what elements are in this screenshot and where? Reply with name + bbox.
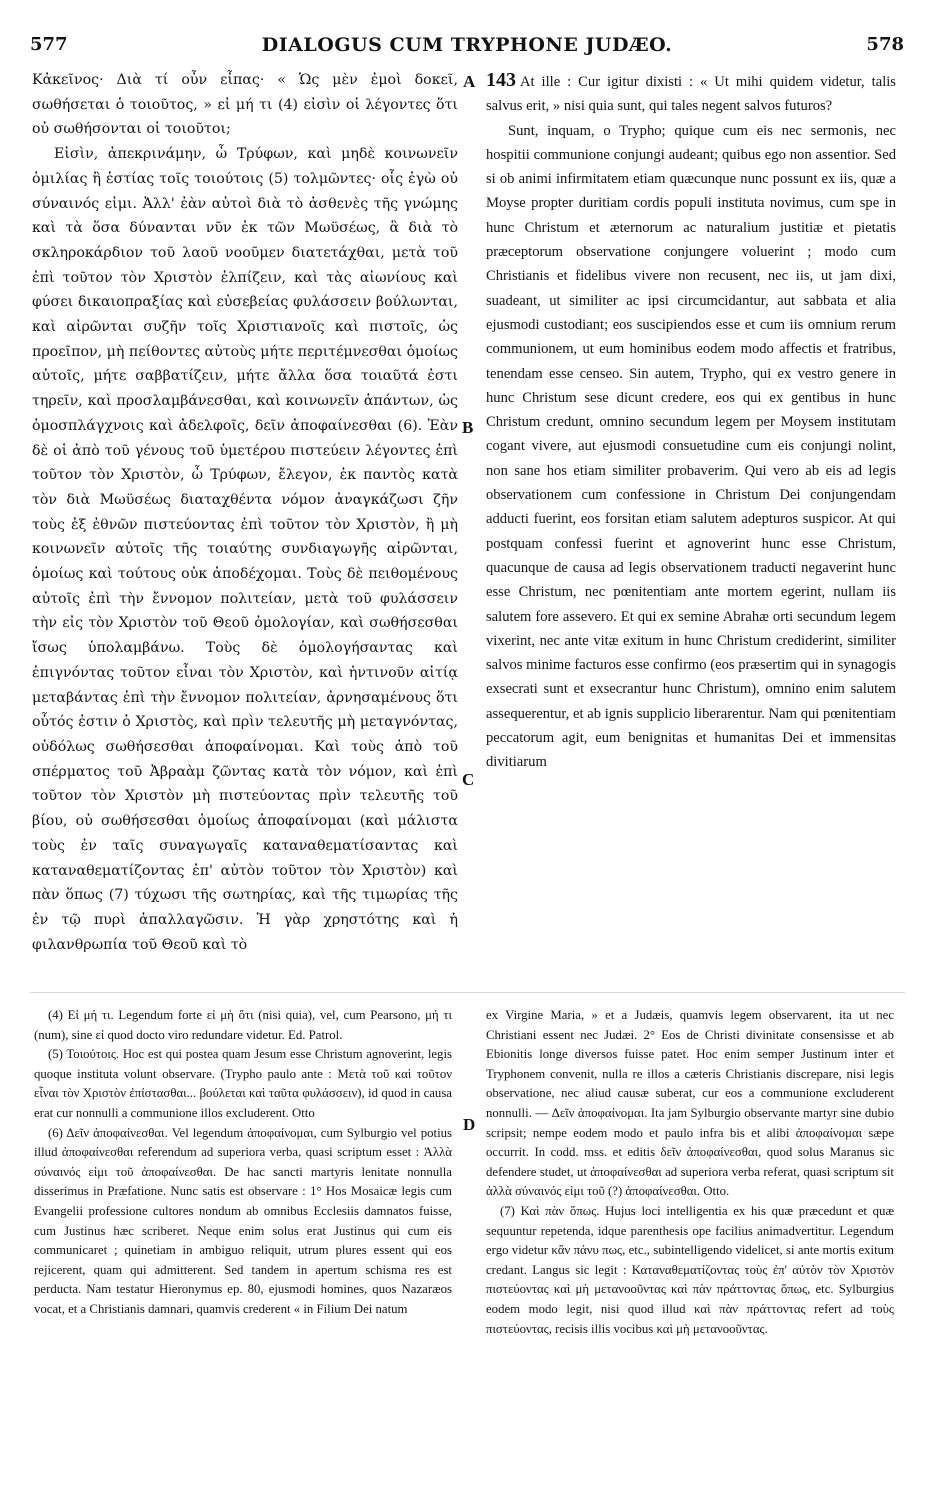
latin-column xyxy=(486,68,896,775)
footnote-6: (6) Δεῖν ἀποφαίνεσθαι. Vel legendum ἀποφαίνομαι, cum Sylburgio vel potius illud ἀποφαίνεσθαι referendum ad superiora verba, quasi scriptum esset : Ἀλλὰ σύναινός εἰμι τοῦ ἀποφαίνεσθαι. De hac sancti martyris lenitate nonnulla disserimus in Præfatione. Nunc satis est observare : 1° Hos Mosaicæ legis cum Evangelii professione cultores nondum ab omnibus Ecclesiis damnatos fuisse, cum Justinus hæc scriberet. Neque enim solus erat Justinus qui cum eis communicaret ; quinetiam in ambiguo reliquit, utrum plures essent qui eos rejicerent, quam qui admitterent. Sed tandem in apertum schisma res est perducta. Nam testatur Hieronymus ep. 80, ejusmodi homines, quos Nazaræos vocat, et a Christianis damnari, quamvis crederent « in Filium Dei natum xyxy=(34,1125,452,1316)
footnote-7: (7) Καὶ πὰν ὅπως. Hujus loci intelligentia ex his quæ præcedunt et quæ sequuntur repetenda, idque parenthesis ope facilius animadvertitur. Legendum ergo videtur κἂν πάνυ πως, etc., subintelligendo videlicet, si ante mortis exitum credant. Langus sic legit : Καταναθεματίζοντας τοὺς ἐπ' αὐτὸν τὸν Χριστὸν πιστεύοντας καὶ μὴ μετανοοῦντας καὶ πὰν πράττοντας ὅπως, etc. Sylburgius eodem modo legit, nisi quod illud καὶ πὰν πράττοντας refert ad τοὺς πιστεύοντας, recisis illis vocibus καὶ μὴ μετανοοῦντας. xyxy=(486,1203,894,1336)
footnote-4: (4) Εἰ μή τι. Legendum forte εἰ μὴ ὅτι (nisi quia), vel, cum Pearsono, μή τι (num), sine εἰ quod docto viro redundare videtur. Ed. Patrol. xyxy=(34,1008,452,1042)
margin-letter-a: A xyxy=(463,72,476,91)
running-header xyxy=(30,34,904,60)
section-number: 143 xyxy=(486,69,516,91)
greek-paragraph-2: Εἰσὶν, ἀπεκρινάμην, ὦ Τρύφων, καὶ μηδὲ κοινωνεῖν ὁμιλίας ἢ ἑστίας τοῖς τοιούτοις (5) τολμῶντες· οἷς ἐγὼ οὐ σύναινός εἰμι. Ἀλλ' ἐὰν αὐτοὶ διὰ τὸ ἀσθενὲς τῆς γνώμης καὶ τὰ ὅσα δύνανται νῦν ἐκ τῶν Μωϋσέως, ἃ διὰ τὸ σκληροκάρδιον τοῦ λαοῦ νοοῦμεν διατετάχθαι, μετὰ τοῦ ἐπὶ τοῦτον τὸν Χριστὸν ἐλπίζειν, καὶ τὰς αἰωνίους καὶ φύσει δικαιοπραξίας καὶ εὐσεβείας φυλάσσειν βούλωνται, καὶ αἱρῶνται συζῆν τοῖς Χριστιανοῖς καὶ πιστοῖς, ὡς προεῖπον, μὴ πείθοντες αὐτοὺς μήτε περιτέμνεσθαι ὁμοίως αὐτοῖς, μήτε σαββατίζειν, μήτε ἄλλα ὅσα τοιαῦτά ἐστι τηρεῖν, καὶ προσλαμβάνεσθαι, καὶ κοινωνεῖν ἁπάντων, ὡς ὁμοσπλάγχνοις καὶ ἀδελφοῖς, δεῖν ἀποφαίνεσθαι (6). Ἐὰν δὲ οἱ ἀπὸ τοῦ γένους τοῦ ὑμετέρου πιστεύειν λέγοντες ἐπὶ τοῦτον τὸν Χριστὸν, ὦ Τρύφων, ἔλεγον, ἐκ παντὸς κατὰ τὸν διὰ Μωϋσέως διαταχθέντα νόμον ἀναγκάζωσι ζῆν τοὺς ἐξ ἐθνῶν πιστεύοντας ἐπὶ τοῦτον τὸν Χριστὸν, ἢ μὴ κοινωνεῖν αὐτοῖς τῆς τοιαύτης συνδιαγωγῆς αἱρῶνται, ὁμοίως καὶ τούτους οὐκ ἀποδέχομαι. Τοὺς δὲ πειθομένους αὐτοῖς ἐπὶ τὴν ἔννομον πολιτείαν, μετὰ τοῦ φυλάσσειν τὴν εἰς τὸν Χριστὸν τοῦ Θεοῦ ὁμολογίαν, καὶ σωθήσεσθαι ἴσως ὑπολαμβάνω. Τοὺς δὲ ὁμολογήσαντας καὶ ἐπιγνόντας τοῦτον εἶναι τὸν Χριστὸν, καὶ ἡντινοῦν αἰτίᾳ μεταβάντας ἐπὶ τὴν ἔννομον πολιτείαν, ἀρνησαμένους ὅτι οὗτός ἐστιν ὁ Χριστὸς, καὶ πρὶν τελευτῆς μὴ μεταγνόντας, οὐδόλως σωθήσεσθαι ἀποφαίνομαι. Καὶ τοὺς ἀπὸ τοῦ σπέρματος τοῦ Ἀβραὰμ ζῶντας κατὰ τὸν νόμον, καὶ ἐπὶ τοῦτον τὸν Χριστὸν μὴ πιστεύοντας πρὶν τελευτῆς τοῦ βίου, οὐ σωθήσεσθαι ὁμοίως ἀποφαίνομαι (καὶ μάλιστα τοὺς ἐν ταῖς συναγωγαῖς καταναθεματίσαντας καὶ καταναθεματίζοντας ἐπ' αὐτὸν τοῦτον τὸν Χριστὸν) καὶ πὰν ὅπως (7) τύχωσι τῆς σωτηρίας, καὶ τῆς τιμωρίας τῆς ἐν τῷ πυρὶ ἀπαλλαγῶσιν. Ἡ γὰρ χρηστότης καὶ ἡ φιλανθρωπία τοῦ Θεοῦ καὶ τὸ xyxy=(32,146,458,953)
latin-paragraph-1 xyxy=(486,68,896,119)
footnotes-right-column xyxy=(486,1006,894,1339)
footnote-divider xyxy=(30,992,905,993)
footnotes-left-column xyxy=(34,1006,452,1320)
footnote-6-continued: ex Virgine Maria, » et a Judæis, quamvis legem observarent, ita ut nec Christiani essent nec Judæi. 2° Eos de Christi divinitate consensisse et ab Ebionitis longe diversos fuisse patet. Hoc enim semper Justinum inter et Tryphonem convenit, nulla re illos a cæteris Christianis discrepare, nisi legis observatione, nec aliud causæ suberat, cur eos a communione excluderent nonnulli. — Δεῖν ἀποφαίνομαι. Ita jam Sylburgio observante martyr sine dubio scripsit; nempe eodem modo et paulo infra bis et alibi ἀποφαίνομαι sæpe occurrit. In codd. mss. et editis δεῖν ἀποφαίνεσθαι, quod solus Maranus sic defendere studet, ut ἀποφαίνεσθαι ad superiora verba referat, quasi scriptum sit ἀλλὰ σύναινός εἰμι τοῦ (?) ἀποφαίνεσθαι. Otto. xyxy=(486,1008,894,1199)
latin-paragraph-1-text: At ille : Cur igitur dixisti : « Ut mihi quidem videtur, talis salvus erit, » nisi quia sunt, qui tales negent salvos futuros? xyxy=(486,74,896,115)
margin-letter-c: C xyxy=(462,770,475,789)
greek-paragraph-1: Κἀκεῖνος· Διὰ τί οὖν εἶπας· « Ὡς μὲν ἐμοὶ δοκεῖ, σωθήσεται ὁ τοιοῦτος, » εἰ μή τι (4) εἰσὶν οἱ λέγοντες ὅτι οὐ σωθήσονται οἱ τοιοῦτοι; xyxy=(32,72,458,138)
footnote-5: (5) Τοιούτοις. Hoc est qui postea quam Jesum esse Christum agnoverint, legis quoque instituta volunt observare. (Trypho paulo ante : Μετὰ τοῦ καὶ τοῦτον εἶναι τὸν Χριστὸν ἐπίστασθαι... βούλεται καὶ ταῦτα φυλάσσειν), id quod in causa erat cur nonnulli a communione illos excluderent. Otto xyxy=(34,1047,452,1120)
margin-letter-d: D xyxy=(463,1115,476,1134)
latin-paragraph-2: Sunt, inquam, o Trypho; quique cum eis nec sermonis, nec hospitii communione conjungi audeant; quibus ego non assentior. Sed si ob animi infirmitatem etiam quæcunque nunc possunt ex iis, quæ a Moyse propter duritiam cordis populi instituta novimus, cum spe in hunc Christum et æternorum ac naturalium justitiæ et pietatis præceptorum observatione conjungere voluerint ; modo cum Christianis et fidelibus vivere non recusent, nec iis, ut jam dixi, suadeant, ut similiter ac ipsi circumcidantur, aut sabbata et alia ejusmodi custodiant; eos suscipiendos esse et cum iis omnium rerum communionem, ut eum hominibus eodem modo affectis et fratribus, tenendam esse censeo. Sin autem, Trypho, qui ex vestro genere in hunc Christum sese dicunt credere, eos qui ex gentibus in hunc Christum credunt, omnino secundum legem per Moysem institutam cogant vivere, aut ejusmodi consuetudine cum eis conjungi nolint, non sane hos etiam similiter probaverim. Qui vero ab eis ad legis observationem cum confessione in Christum Dei conjungendam adducti fuerint, eos forsitan etiam salutem adepturos suspicor. At qui postquam confessi fuerint et agnoverint hunc esse Christum, quacunque de causa ad legis observationem traducti negaverint hunc esse Christum, nec pœnitentiam ante mortem egerint, nullam iis salutem fore assevero. Et qui ex semine Abrahæ orti secundum legem vixerint, nec ante vitæ exitum in hunc Christum crediderint, similiter salvos minime facturos esse confirmo (eos præsertim qui in synagogis exsecrati sunt et exsecrantur hunc Christum), omnino enim salutem assequerentur, et ab ignis supplicio liberarentur. Nam qui pœnitentiam peccatorum agit, eum benignitas et humanitas Dei et immensitas divitiarum xyxy=(486,122,896,771)
margin-letter-b: B xyxy=(462,418,474,437)
running-title: DIALOGUS CUM TRYPHONE JUDÆO. xyxy=(261,34,673,56)
greek-column xyxy=(32,68,458,957)
page-number-right: 578 xyxy=(866,34,904,55)
page-number-left: 577 xyxy=(30,34,68,55)
